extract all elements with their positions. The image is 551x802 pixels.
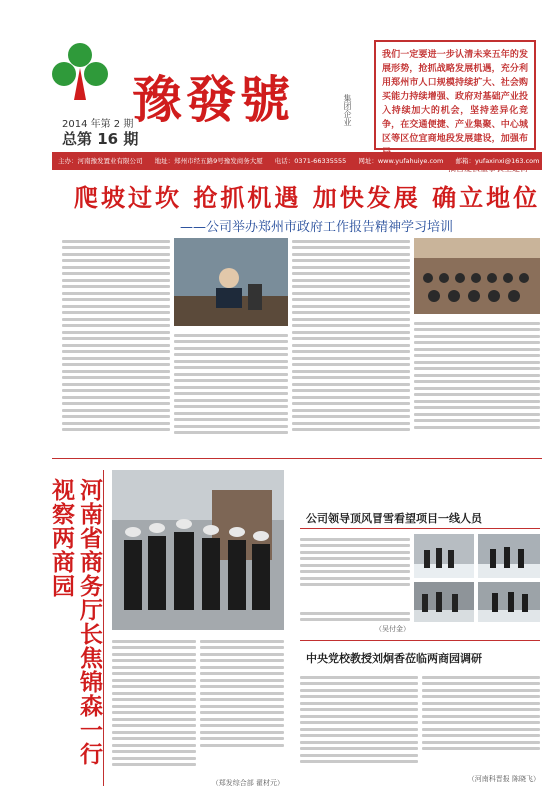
- lead-column-4: [414, 318, 540, 448]
- brand-subtitle: 集团企业: [343, 94, 352, 126]
- info-bar: [52, 152, 542, 170]
- lead-subhead: ——公司举办郑州市政府工作报告精神学习培训: [180, 220, 454, 235]
- lead-column-3: [292, 236, 410, 450]
- motto-text: 我们一定要进一步认清未来五年的发展形势，抢抓战略发展机遇，充分利用郑州市人口规模持续扩大、社会购买能力持续增强、政府对基础产业投入持续加大的机会，坚持差异化竞争，在交通便捷、产业集聚、中心城区等区位宜商地段发展建设，加强布: [382, 50, 528, 144]
- story2-right-column-1: [300, 534, 410, 604]
- issue-total: 总第 16 期: [62, 130, 139, 148]
- issue-info: [62, 118, 138, 146]
- story2-title: 公司领导顶风冒雪看望项目一线人员: [306, 512, 482, 525]
- story2-column-1: [112, 636, 196, 792]
- story3-credit: （河南科晋报 陈晓飞）: [467, 775, 540, 783]
- lead-photo-audience: [414, 238, 540, 314]
- photo-credit-story2: （吴付金）: [375, 625, 410, 633]
- photo-credit-left: （郑发综合部 翟材元）: [211, 779, 284, 787]
- email-link[interactable]: 邮箱：yufaxinxi@163.com: [455, 157, 540, 165]
- sponsor: 主办：河南豫发置业有限公司: [58, 157, 143, 165]
- snow-visit-photo-3: [414, 582, 474, 622]
- address: 地址：郑州市经五路9号豫发商务大厦: [154, 157, 263, 165]
- lead-headline: 爬坡过坎 抢抓机遇 加快发展 确立地位: [74, 184, 541, 212]
- photo-icon: [174, 238, 288, 326]
- section-divider: [52, 458, 542, 459]
- story3-divider: [300, 640, 540, 641]
- story3-column-2: [422, 672, 540, 772]
- photo-icon: [478, 582, 540, 622]
- story2-title-rule: [300, 528, 540, 529]
- visit-photo: [112, 470, 284, 630]
- story3-title: 中央党校教授刘炯香莅临两商园调研: [306, 652, 482, 665]
- company-logo-icon: [50, 40, 110, 110]
- snow-visit-photo-2: [478, 534, 540, 578]
- photo-icon: [414, 582, 474, 622]
- lead-photo-speaker: [174, 238, 288, 326]
- brand-name: 豫發號: [132, 70, 294, 129]
- photo-icon: [112, 470, 284, 630]
- photo-icon: [414, 534, 474, 578]
- lead-column-1: [62, 236, 170, 450]
- story3-column-1: [300, 672, 418, 784]
- website-link[interactable]: 网址：www.yufahuiye.com: [358, 157, 444, 165]
- photo-icon: [414, 238, 540, 314]
- photo-icon: [478, 534, 540, 578]
- issue-year: 2014 年第 2 期: [62, 119, 134, 130]
- snow-visit-photo-1: [414, 534, 474, 578]
- lead-column-2: [174, 330, 288, 450]
- story2-column-2: [200, 636, 284, 776]
- motto-box: [374, 40, 536, 150]
- text-lines: [62, 240, 170, 432]
- phone: 电话：0371-66335555: [274, 157, 347, 165]
- story-vertical-title: 河南省商务厅长焦锦森一行视察两商园: [60, 470, 104, 786]
- snow-visit-photo-4: [478, 582, 540, 622]
